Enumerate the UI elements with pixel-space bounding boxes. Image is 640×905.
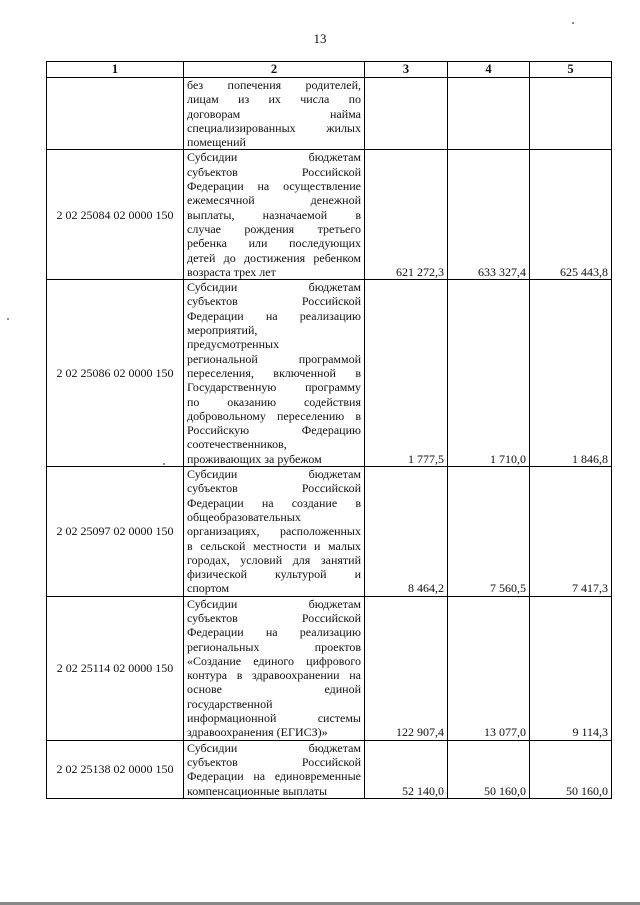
budget-code: 2 02 25086 02 0000 150 [47,280,184,467]
table-row [47,740,612,798]
description-line: ребенка или последующих [187,236,361,251]
amount-col-5: 9 114,3 [530,596,612,740]
description-line: договорам найма [187,106,361,121]
description-line: Субсидии бюджетам [187,740,361,755]
description-line: общеобразовательных [187,509,301,524]
table-row [47,280,612,467]
scan-mark [163,463,165,465]
amount-col-3: 621 272,3 [365,150,448,280]
amount-col-3: 8 464,2 [365,467,448,597]
description-line: соотечественников, [187,437,287,452]
description-line: в сельской местности и малых [187,538,361,553]
description-line: городах, условий для занятий [187,552,361,567]
budget-code: 2 02 25097 02 0000 150 [47,467,184,597]
header-col-3: 3 [365,62,448,78]
description-line: контура в здравоохранении на [187,668,361,683]
description-line: Субсидии бюджетам [187,150,361,165]
amount-col-4: 50 160,0 [448,740,530,798]
row-description [184,78,365,150]
description-line: Субсидии бюджетам [187,467,361,482]
amount-col-4: 633 327,4 [448,150,530,280]
description-line: субъектов Российской [187,610,361,625]
description-line: детей до достижения ребенком [187,250,361,265]
description-line: спортом [187,581,230,596]
scan-mark [7,318,9,320]
amount-col-3: 1 777,5 [365,280,448,467]
header-col-4: 4 [448,62,530,78]
description-line: субъектов Российской [187,481,361,496]
budget-code [47,78,184,150]
amount-col-4: 13 077,0 [448,596,530,740]
description-line: Федерации на создание в [187,495,361,510]
amount-col-3: 122 907,4 [365,596,448,740]
table-row [47,78,612,150]
description-line: без попечения родителей, [187,78,361,92]
amount-col-5: 625 443,8 [530,150,612,280]
description-line: Федерации на единовременные [187,769,361,784]
description-line: информационной системы [187,711,361,726]
budget-code: 2 02 25084 02 0000 150 [47,150,184,280]
description-line: проживающих за рубежом [187,451,322,466]
table-row [47,467,612,597]
amount-col-5: 1 846,8 [530,280,612,467]
amount-col-4: 1 710,0 [448,280,530,467]
description-line: здравоохранения (ЕГИСЗ)» [187,725,328,740]
row-description [184,596,365,740]
row-description [184,740,365,798]
table-row [47,150,612,280]
amount-col-3 [365,78,448,150]
amount-col-4 [448,78,530,150]
description-line: «Создание единого цифрового [187,653,361,668]
amount-col-3: 52 140,0 [365,740,448,798]
description-line: предусмотренных [187,337,280,352]
description-line: государственной [187,696,273,711]
header-col-5: 5 [530,62,612,78]
description-line: субъектов Российской [187,164,361,179]
description-line: лицам из их числа по [187,92,361,107]
amount-col-5 [530,78,612,150]
description-line: субъектов Российской [187,754,361,769]
description-line: выплаты, назначаемой в [187,207,361,222]
budget-table [46,61,612,799]
amount-col-4: 7 560,5 [448,467,530,597]
description-line: субъектов Российской [187,294,361,309]
row-description [184,280,365,467]
row-description [184,467,365,597]
description-line: Субсидии бюджетам [187,280,361,295]
description-line: переселения, включенной в [187,365,361,380]
description-line: организациях, расположенных [187,524,361,539]
description-line: возраста трех лет [187,264,276,279]
description-line: основе единой [187,682,361,697]
description-line: Федерации на реализацию [187,308,361,323]
description-line: Российскую Федерацию [187,423,361,438]
description-line: помещений [187,135,246,150]
page-number: 13 [313,31,327,46]
budget-code: 2 02 25138 02 0000 150 [47,740,184,798]
description-line: компенсационные выплаты [187,783,328,798]
description-line: случае рождения третьего [187,221,361,236]
header-col-2: 2 [184,62,365,78]
description-line: Федерации на осуществление [187,179,361,194]
description-line: Субсидии бюджетам [187,596,361,611]
description-line: по оказанию содействия [187,394,361,409]
description-line: физической культурой и [187,567,361,582]
description-line: Государственную программу [187,380,361,395]
header-col-1: 1 [47,62,184,78]
description-line: региональных проектов [187,639,361,654]
header-row [47,62,612,78]
description-line: мероприятий, [187,323,258,338]
description-line: специализированных жилых [187,120,361,135]
description-line: ежемесячной денежной [187,193,361,208]
description-line: добровольному переселению в [187,408,361,423]
description-line: Федерации на реализацию [187,625,361,640]
table-row [47,596,612,740]
amount-col-5: 50 160,0 [530,740,612,798]
amount-col-5: 7 417,3 [530,467,612,597]
budget-code: 2 02 25114 02 0000 150 [47,596,184,740]
scan-mark [572,22,574,24]
description-line: региональной программой [187,351,361,366]
row-description [184,150,365,280]
